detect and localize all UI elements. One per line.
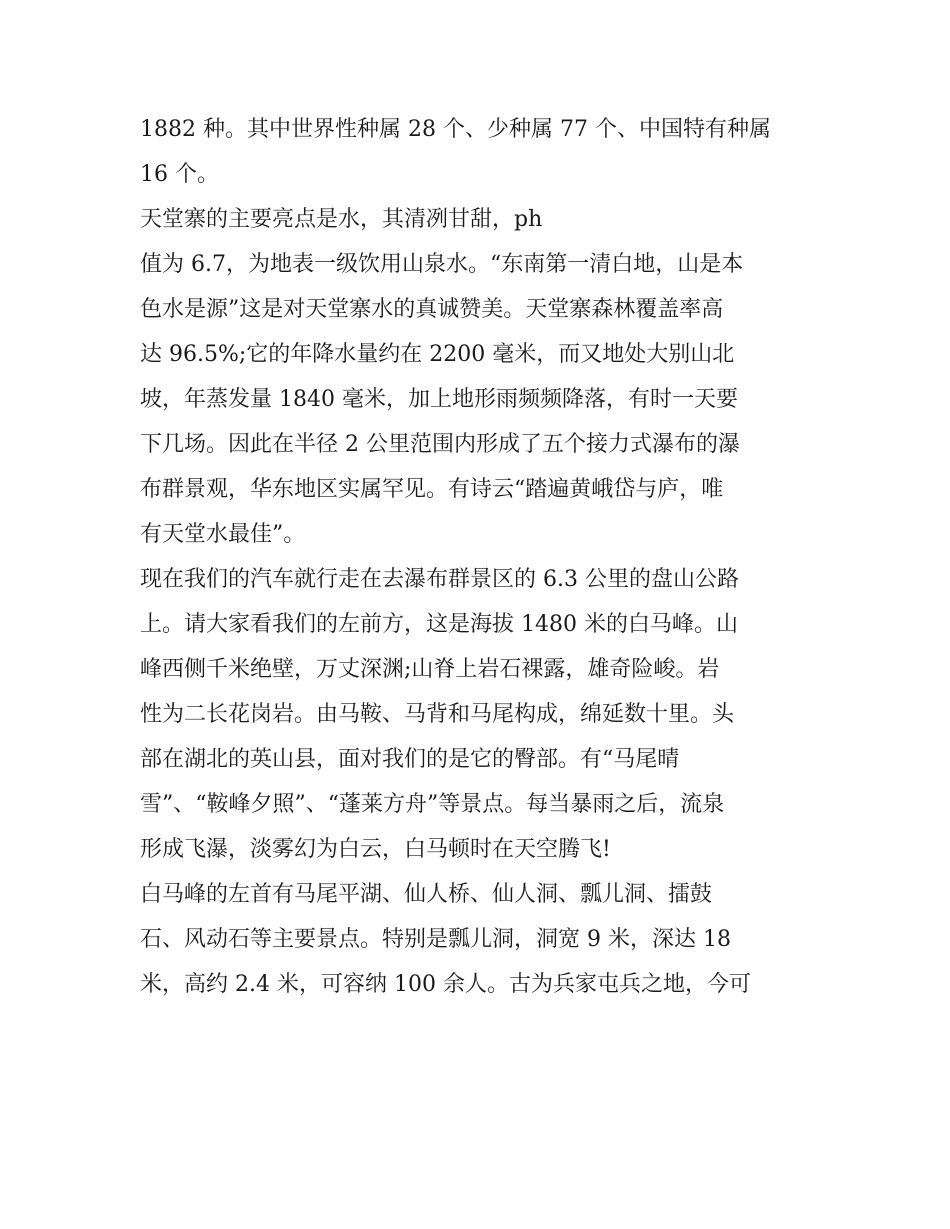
text-line: 上。请大家看我们的左前方，这是海拔 1480 米的白马峰。山 (140, 612, 738, 637)
text-line: 部在湖北的英山县，面对我们的是它的臀部。有“马尾晴 (140, 747, 680, 772)
text-line: 峰西侧千米绝壁，万丈深渊;山脊上岩石裸露，雄奇险峻。岩 (140, 657, 720, 682)
text-line: 现在我们的汽车就行走在去瀑布群景区的 6.3 公里的盘山公路 (140, 567, 739, 592)
text-line: 布群景观，华东地区实属罕见。有诗云“踏遍黄峨岱与庐，唯 (140, 477, 724, 502)
text-line: 雪”、“鞍峰夕照”、“蓬莱方舟”等景点。每当暴雨之后，流泉 (140, 792, 725, 817)
text-line: 有天堂水最佳”。 (140, 522, 306, 547)
text-line: 石、风动石等主要景点。特别是瓢儿洞，洞宽 9 米，深达 18 (140, 927, 731, 952)
text-line: 达 96.5%;它的年降水量约在 2200 毫米，而又地处大别山北 (140, 342, 735, 367)
text-line: 16 个。 (140, 162, 219, 187)
body-text (140, 107, 840, 1007)
text-line: 值为 6.7，为地表一级饮用山泉水。“东南第一清白地，山是本 (140, 252, 744, 277)
text-line: 天堂寨的主要亮点是水，其清冽甘甜，ph (140, 207, 543, 232)
text-line: 色水是源”这是对天堂寨水的真诚赞美。天堂寨森林覆盖率高 (140, 297, 724, 322)
text-line: 下几场。因此在半径 2 公里范围内形成了五个接力式瀑布的瀑 (140, 432, 740, 457)
text-line: 性为二长花岗岩。由马鞍、马背和马尾构成，绵延数十里。头 (140, 702, 735, 727)
text-line: 1882 种。其中世界性种属 28 个、少种属 77 个、中国特有种属 (140, 117, 771, 142)
text-line: 坡，年蒸发量 1840 毫米，加上地形雨频频降落，有时一天要 (140, 387, 738, 412)
text-line: 形成飞瀑，淡雾幻为白云，白马顿时在天空腾飞! (140, 837, 611, 862)
text-line: 白马峰的左首有马尾平湖、仙人桥、仙人洞、瓢儿洞、擂鼓 (140, 882, 713, 907)
text-line: 米，高约 2.4 米，可容纳 100 余人。古为兵家屯兵之地，今可 (140, 972, 751, 997)
